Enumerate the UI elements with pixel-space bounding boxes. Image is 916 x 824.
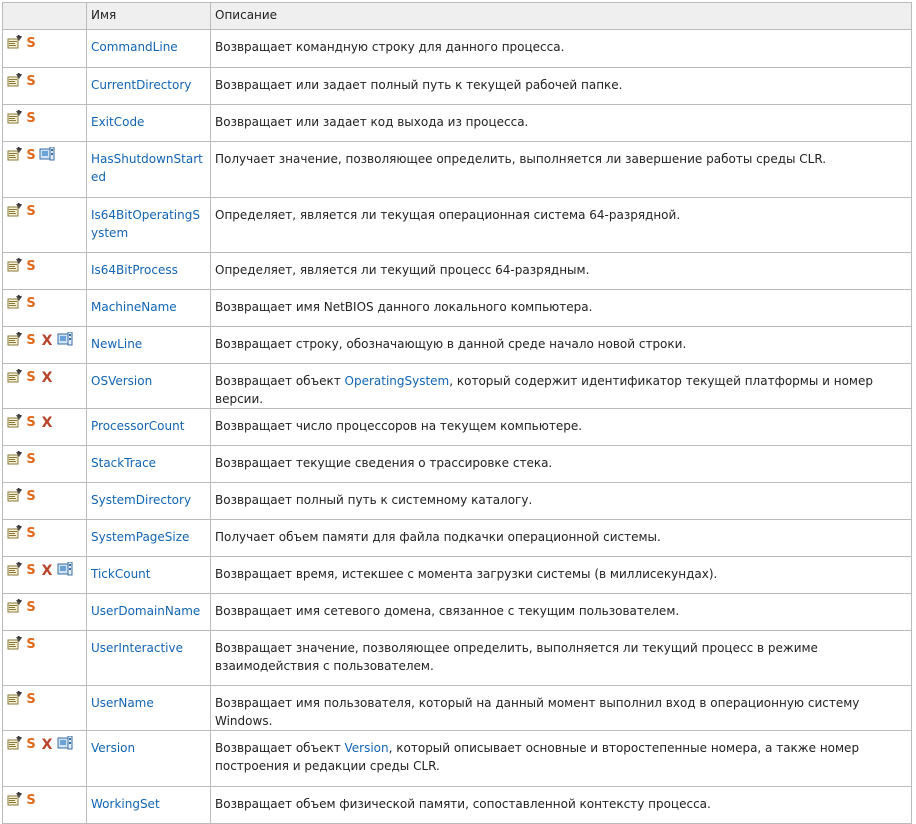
static-icon: S [26, 637, 36, 652]
member-link[interactable]: UserDomainName [91, 604, 201, 618]
row-icons [3, 483, 87, 520]
row-icons [3, 787, 87, 824]
description-text: Возвращает число процессоров на текущем компьютере. [215, 419, 583, 433]
member-link[interactable]: CurrentDirectory [91, 78, 192, 92]
property-icon [7, 451, 23, 465]
property-icon [7, 414, 23, 428]
row-icons [3, 327, 87, 364]
compact-framework-icon [57, 562, 73, 576]
description-text: Возвращает командную строку для данного процесса. [215, 40, 565, 54]
header-description: Описание [211, 3, 912, 30]
member-link[interactable]: UserName [91, 696, 154, 710]
table-row [3, 105, 912, 142]
static-icon: S [26, 296, 36, 311]
row-name-cell [87, 594, 211, 631]
static-icon: S [26, 793, 36, 808]
property-icon [7, 35, 23, 49]
member-link[interactable]: Version [91, 741, 136, 755]
static-icon: S [26, 600, 36, 615]
static-icon: S [26, 563, 36, 578]
member-link[interactable]: StackTrace [91, 456, 157, 470]
table-body [3, 30, 912, 824]
row-name-cell [87, 198, 211, 253]
row-icons [3, 253, 87, 290]
member-link[interactable]: CommandLine [91, 40, 178, 54]
member-link[interactable]: NewLine [91, 337, 143, 351]
row-description [211, 68, 912, 105]
row-icons [3, 594, 87, 631]
row-icons [3, 631, 87, 686]
row-icons [3, 557, 87, 594]
description-text: Возвращает имя сетевого домена, связанное с текущим пользователем. [215, 604, 680, 618]
row-name-cell [87, 253, 211, 290]
compact-framework-icon [57, 332, 73, 346]
row-name-cell [87, 446, 211, 483]
row-description [211, 787, 912, 824]
static-icon: S [26, 259, 36, 274]
xna-icon: X [41, 333, 53, 349]
row-icons [3, 409, 87, 446]
property-icon [7, 488, 23, 502]
member-link[interactable]: TickCount [91, 567, 151, 581]
description-text: , который содержит идентификатор текущей платформы и номер версии. [215, 374, 873, 406]
description-text: Получает объем памяти для файла подкачки операционной системы. [215, 530, 661, 544]
header-icons [3, 3, 87, 30]
static-icon: S [26, 737, 36, 752]
property-icon [7, 203, 23, 217]
row-description [211, 731, 912, 787]
row-icons [3, 68, 87, 105]
compact-framework-icon [57, 736, 73, 750]
property-icon [7, 792, 23, 806]
table-row [3, 409, 912, 446]
row-icons [3, 198, 87, 253]
table-row [3, 327, 912, 364]
table-row [3, 364, 912, 409]
row-name-cell [87, 409, 211, 446]
compact-framework-icon [39, 147, 55, 161]
row-icons [3, 30, 87, 68]
members-table [2, 2, 912, 824]
property-icon [7, 147, 23, 161]
member-link[interactable]: ProcessorCount [91, 419, 185, 433]
table-row [3, 142, 912, 198]
row-description [211, 30, 912, 68]
static-icon: S [26, 526, 36, 541]
description-text: Возвращает или задает полный путь к текущей рабочей папке. [215, 78, 623, 92]
static-icon: S [26, 111, 36, 126]
member-link[interactable]: UserInteractive [91, 641, 183, 655]
row-name-cell [87, 30, 211, 68]
type-link[interactable]: OperatingSystem [344, 374, 450, 388]
member-link[interactable]: Is64BitOperatingSystem [91, 208, 200, 240]
member-link[interactable]: SystemPageSize [91, 530, 190, 544]
row-description [211, 557, 912, 594]
member-link[interactable]: HasShutdownStarted [91, 152, 203, 184]
row-name-cell [87, 557, 211, 594]
description-text: Определяет, является ли текущий процесс 64-разрядным. [215, 263, 590, 277]
property-icon [7, 369, 23, 383]
table-row [3, 731, 912, 787]
row-name-cell [87, 787, 211, 824]
row-icons [3, 686, 87, 731]
table-row [3, 446, 912, 483]
description-text: Получает значение, позволяющее определить, выполняется ли завершение работы среды CLR. [215, 152, 827, 166]
member-link[interactable]: WorkingSet [91, 797, 160, 811]
static-icon: S [26, 204, 36, 219]
row-description [211, 142, 912, 198]
description-text: Возвращает полный путь к системному каталогу. [215, 493, 533, 507]
row-name-cell [87, 105, 211, 142]
description-text: Возвращает объект [215, 374, 345, 388]
row-name-cell [87, 68, 211, 105]
table-row [3, 686, 912, 731]
property-icon [7, 110, 23, 124]
property-icon [7, 525, 23, 539]
table-header-row [3, 3, 912, 30]
property-icon [7, 691, 23, 705]
row-description [211, 198, 912, 253]
row-name-cell [87, 686, 211, 731]
static-icon: S [26, 370, 36, 385]
row-icons [3, 142, 87, 198]
row-name-cell [87, 364, 211, 409]
type-link[interactable]: Version [344, 741, 389, 755]
row-name-cell [87, 142, 211, 198]
member-link[interactable]: SystemDirectory [91, 493, 192, 507]
row-name-cell [87, 631, 211, 686]
static-icon: S [26, 415, 36, 430]
row-description [211, 327, 912, 364]
row-description [211, 409, 912, 446]
property-icon [7, 736, 23, 750]
xna-icon: X [41, 737, 53, 753]
static-icon: S [26, 489, 36, 504]
table-row [3, 68, 912, 105]
table-row [3, 787, 912, 824]
row-description [211, 253, 912, 290]
row-name-cell [87, 520, 211, 557]
xna-icon: X [41, 415, 53, 431]
static-icon: S [26, 333, 36, 348]
static-icon: S [26, 148, 36, 163]
description-text: Возвращает или задает код выхода из процесса. [215, 115, 529, 129]
row-name-cell [87, 290, 211, 327]
row-icons [3, 105, 87, 142]
description-text: Возвращает текущие сведения о трассировке стека. [215, 456, 553, 470]
row-name-cell [87, 731, 211, 787]
description-text: Возвращает имя пользователя, который на данный момент выполнил вход в операционную систему Windows. [215, 696, 860, 728]
property-icon [7, 295, 23, 309]
row-description [211, 446, 912, 483]
row-description [211, 594, 912, 631]
xna-icon: X [41, 370, 53, 386]
description-text: , который описывает основные и второстепенные номера, а также номер построения и редакции среды CLR. [215, 741, 860, 773]
property-icon [7, 599, 23, 613]
row-icons [3, 520, 87, 557]
table-row [3, 483, 912, 520]
row-icons [3, 446, 87, 483]
table-row [3, 253, 912, 290]
table-row [3, 594, 912, 631]
description-text: Возвращает строку, обозначающую в данной среде начало новой строки. [215, 337, 687, 351]
description-text: Определяет, является ли текущая операционная система 64-разрядной. [215, 208, 681, 222]
member-link[interactable]: MachineName [91, 300, 177, 314]
row-description [211, 686, 912, 731]
row-icons [3, 731, 87, 787]
table-row [3, 290, 912, 327]
member-link[interactable]: OSVersion [91, 374, 153, 388]
description-text: Возвращает время, истекшее с момента загрузки системы (в миллисекундах). [215, 567, 718, 581]
static-icon: S [26, 74, 36, 89]
property-icon [7, 332, 23, 346]
row-icons [3, 364, 87, 409]
description-text: Возвращает объект [215, 741, 345, 755]
static-icon: S [26, 36, 36, 51]
table-row [3, 631, 912, 686]
row-description [211, 290, 912, 327]
static-icon: S [26, 452, 36, 467]
table-row [3, 520, 912, 557]
table-row [3, 557, 912, 594]
property-icon [7, 73, 23, 87]
row-description [211, 520, 912, 557]
xna-icon: X [41, 563, 53, 579]
header-name: Имя [87, 3, 211, 30]
description-text: Возвращает объем физической памяти, сопоставленной контексту процесса. [215, 797, 711, 811]
description-text: Возвращает значение, позволяющее определить, выполняется ли текущий процесс в режиме взаимодействия с пользователем. [215, 641, 818, 673]
row-name-cell [87, 327, 211, 364]
member-link[interactable]: ExitCode [91, 115, 145, 129]
member-link[interactable]: Is64BitProcess [91, 263, 178, 277]
row-icons [3, 290, 87, 327]
description-text: Возвращает имя NetBIOS данного локального компьютера. [215, 300, 593, 314]
table-row [3, 30, 912, 68]
row-name-cell [87, 483, 211, 520]
property-icon [7, 258, 23, 272]
row-description [211, 364, 912, 409]
row-description [211, 631, 912, 686]
table-row [3, 198, 912, 253]
static-icon: S [26, 692, 36, 707]
row-description [211, 483, 912, 520]
property-icon [7, 636, 23, 650]
property-icon [7, 562, 23, 576]
row-description [211, 105, 912, 142]
